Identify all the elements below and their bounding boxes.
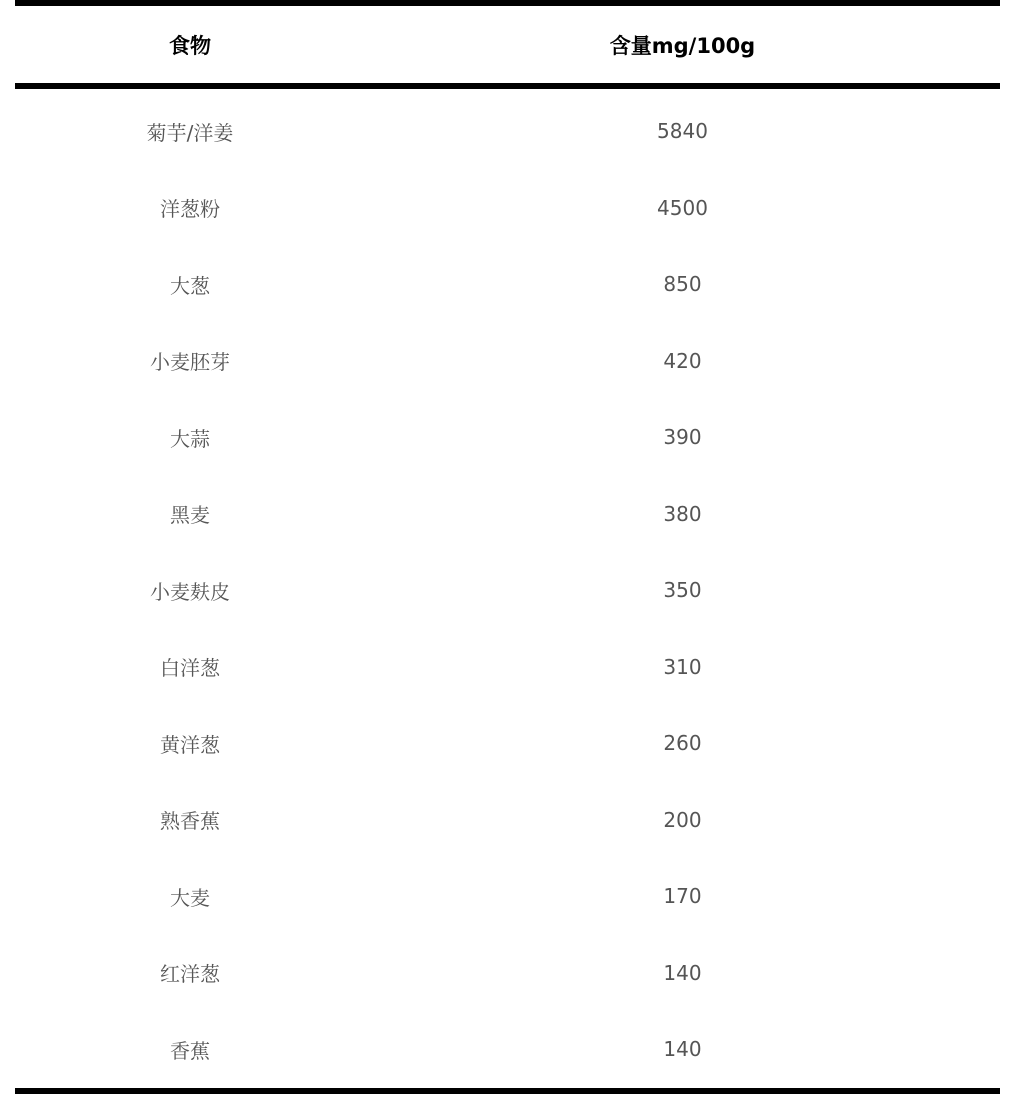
table-bottom-rule	[15, 1088, 1000, 1094]
table-header-row	[15, 6, 1000, 83]
amount-cell: 310	[663, 654, 702, 679]
amount-cell: 850	[663, 272, 702, 297]
table-body	[15, 93, 1000, 1088]
table-row	[15, 552, 1000, 629]
food-cell: 洋葱粉	[160, 197, 220, 222]
table-row	[15, 93, 1000, 170]
table-row	[15, 246, 1000, 323]
table-row	[15, 170, 1000, 247]
amount-cell: 390	[663, 425, 702, 450]
table-row	[15, 323, 1000, 400]
table-row	[15, 782, 1000, 859]
amount-cell: 420	[663, 348, 702, 373]
table-row	[15, 935, 1000, 1012]
food-cell: 小麦胚芽	[150, 350, 230, 375]
amount-cell: 350	[663, 578, 702, 603]
food-cell: 大葱	[170, 273, 210, 298]
table-row	[15, 705, 1000, 782]
amount-cell: 170	[663, 884, 702, 909]
food-cell: 香蕉	[170, 1038, 210, 1063]
table-row	[15, 629, 1000, 706]
amount-cell: 260	[663, 731, 702, 756]
food-cell: 菊芋/洋姜	[146, 120, 234, 145]
amount-cell: 4500	[657, 195, 708, 220]
food-cell: 大蒜	[170, 426, 210, 451]
amount-cell: 5840	[657, 119, 708, 144]
amount-cell: 200	[663, 807, 702, 832]
table-row	[15, 858, 1000, 935]
table-row	[15, 399, 1000, 476]
amount-cell: 140	[663, 960, 702, 985]
food-cell: 红洋葱	[160, 962, 220, 987]
food-content-table	[15, 0, 1000, 1094]
food-cell: 熟香蕉	[160, 809, 220, 834]
food-cell: 黄洋葱	[160, 732, 220, 757]
table-row	[15, 476, 1000, 553]
header-amount: 含量mg/100g	[609, 33, 756, 58]
table-row	[15, 1011, 1000, 1088]
food-cell: 大麦	[170, 885, 210, 910]
food-cell: 小麦麸皮	[150, 579, 230, 604]
food-cell: 白洋葱	[160, 656, 220, 681]
header-food: 食物	[169, 33, 211, 58]
food-cell: 黑麦	[170, 503, 210, 528]
amount-cell: 140	[663, 1037, 702, 1062]
amount-cell: 380	[663, 501, 702, 526]
